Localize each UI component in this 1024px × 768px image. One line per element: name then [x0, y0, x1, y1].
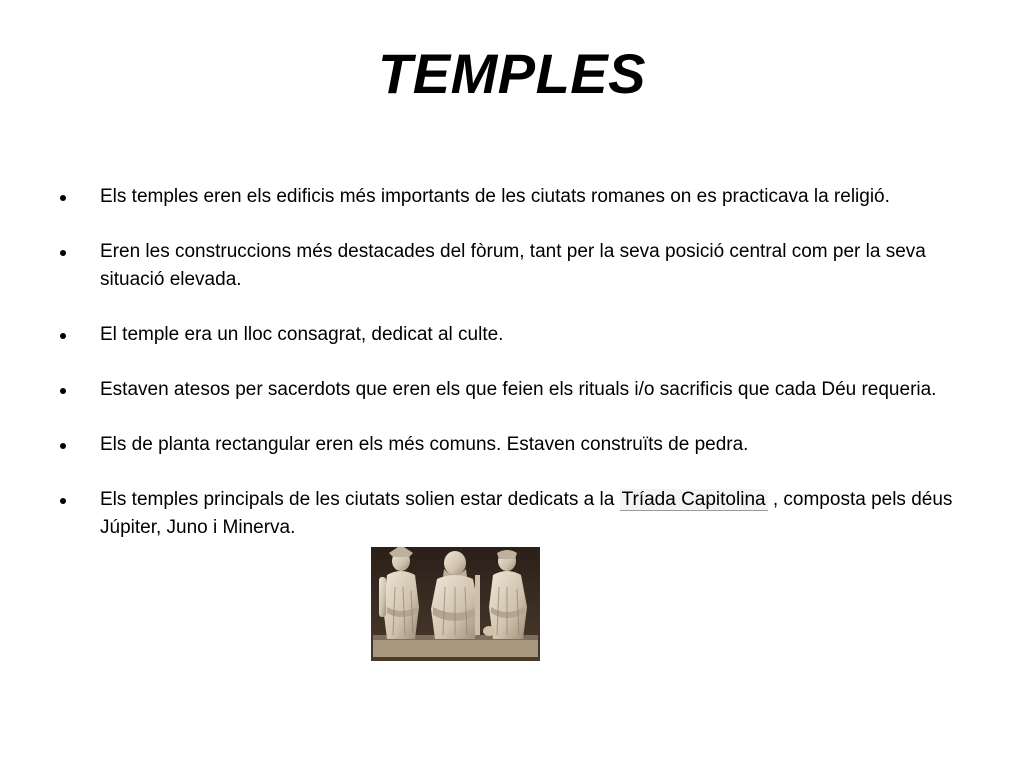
bullet-text: Els de planta rectangular eren els més comuns. Estaven construïts de pedra.	[100, 434, 749, 455]
bullet-dot-icon	[60, 388, 66, 394]
bullet-dot-icon	[60, 498, 66, 504]
bullet-item	[58, 238, 958, 294]
bullet-dot-icon	[60, 195, 66, 201]
bullet-text: El temple era un lloc consagrat, dedicat al culte.	[100, 324, 504, 345]
bullet-dot-icon	[60, 250, 66, 256]
sculpture-illustration	[371, 547, 540, 661]
bullet-item	[58, 376, 958, 404]
bullet-item	[58, 431, 958, 459]
bullet-list	[58, 183, 958, 569]
bullet-text	[100, 486, 958, 542]
bullet-dot-icon	[60, 443, 66, 449]
capitoline-triad-sculpture-image	[371, 547, 540, 661]
bullet-text: Els temples eren els edificis més importants de les ciutats romanes on es practicava la religió.	[100, 186, 890, 207]
bullet-text: Eren les construccions més destacades del fòrum, tant per la seva posició central com per la seva situació elevada.	[100, 241, 926, 290]
bullet-text-after-link: , composta pels déus Júpiter, Juno i Minerva.	[100, 489, 953, 538]
bullet-item	[58, 183, 958, 211]
bullet-text: Estaven atesos per sacerdots que eren els que feien els rituals i/o sacrificis que cada Déu requeria.	[100, 379, 937, 400]
bullet-text-before-link: Els temples principals de les ciutats solien estar dedicats a la	[100, 489, 620, 510]
bullet-dot-icon	[60, 333, 66, 339]
triada-capitolina-link[interactable]: Tríada Capitolina	[621, 489, 766, 510]
bullet-item	[58, 486, 958, 542]
bullet-item	[58, 321, 958, 349]
slide-title: TEMPLES	[378, 42, 646, 105]
